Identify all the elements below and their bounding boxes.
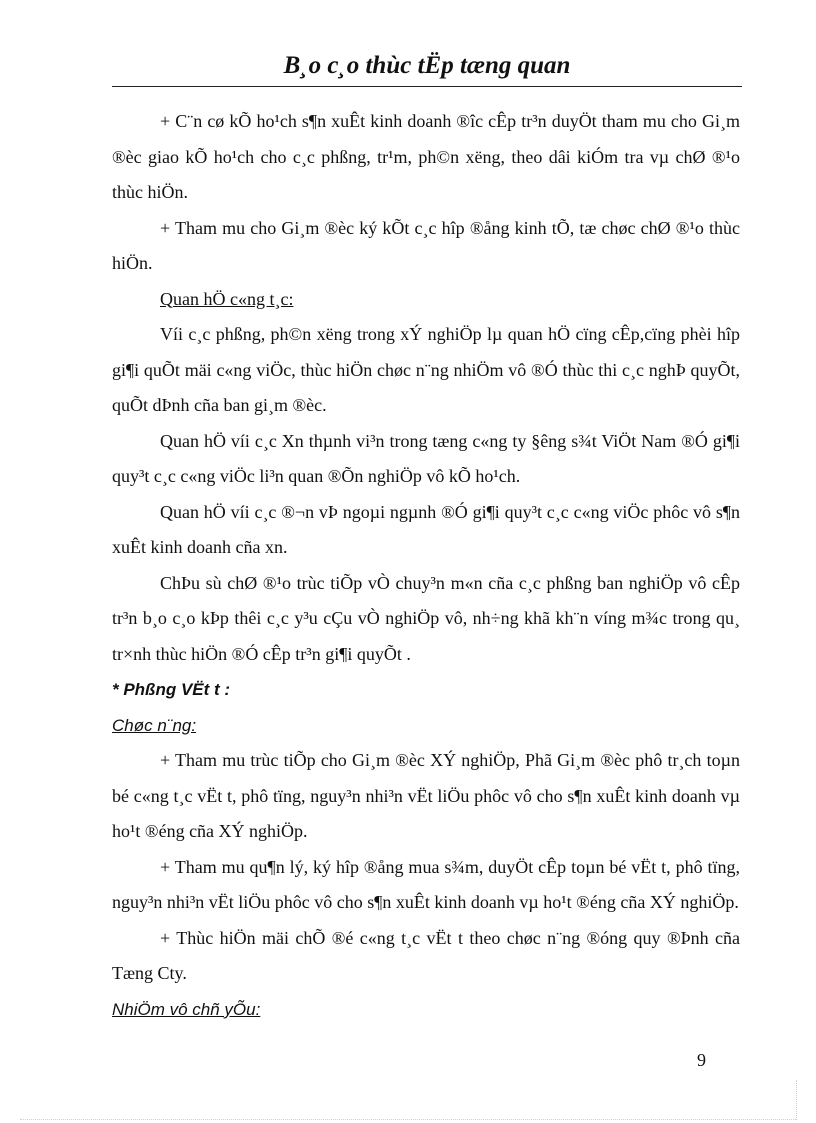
paragraph-contract-advice: + Tham mu cho Gi¸m ®èc ký kÕt c¸c hîp ®ång kinh tÕ, tæ chøc chØ ®¹o thùc hiÖn. [112, 217, 740, 273]
page-border-right [796, 1080, 797, 1120]
paragraph-direction: ChÞu sù chØ ®¹o trùc tiÕp vÒ chuy³n m«n cña c¸c phßng ban nghiÖp vô cÊp tr³n b¸o c¸o kÞp thêi c¸c y³u cÇu vÒ nghiÖp vô, nh÷ng khã kh¨n víng m¾c trong qu¸ tr×nh thùc hiÖn ®Ó cÊp tr³n gi¶i quyÕt . [112, 572, 740, 664]
subheading-function [112, 708, 740, 744]
page-border-bottom [20, 1119, 796, 1120]
paragraph-plan-basis: + C¨n cø kÕ ho¹ch s¶n xuÊt kinh doanh ®îc cÊp tr³n duyÖt tham mu cho Gi¸m ®èc giao kÕ ho¹ch cho c¸c phßng, tr¹m, ph©n xëng, theo dâi kiÓm tra vµ chØ ®¹o thùc hiÖn. [112, 111, 740, 202]
page-header-title: B¸o c¸o thùc tËp tæng quan [283, 52, 571, 79]
subheading-main-tasks-label: NhiÖm vô chñ yÕu: [112, 999, 261, 1019]
subheading-function-label: Chøc n¨ng: [112, 715, 197, 735]
paragraph-function-1: + Tham mu trùc tiÕp cho Gi¸m ®èc XÝ nghiÖp, Phã Gi¸m ®èc phô tr¸ch toµn bé c«ng t¸c vËt t, phô tïng, nguy³n nhi³n vËt liÖu phôc vô cho s¶n xuÊt kinh doanh vµ ho¹t ®éng cña XÝ nghiÖp. [112, 750, 740, 841]
section-title-materials: * Phßng VËt t : [112, 680, 231, 699]
paragraph-relations-departments: Víi c¸c phßng, ph©n xëng trong xÝ nghiÖp lµ quan hÖ cïng cÊp,cïng phèi hîp gi¶i quÕt mäi c«ng viÖc, thùc hiÖn chøc n¨ng nhiÖm vô ®Ó thùc thi c¸c nghÞ quyÕt, quÕt dÞnh cña ban gi¸m ®èc. [112, 324, 740, 415]
paragraph-function-2: + Tham mu qu¶n lý, ký hîp ®ång mua s¾m, duyÖt cÊp toµn bé vËt t, phô tïng, nguy³n nhi³n vËt liÖu phôc vô cho s¶n xuÊt kinh doanh vµ ho¹t ®éng cña XÝ nghiÖp. [112, 856, 740, 912]
page-number: 9 [697, 1050, 706, 1070]
paragraph-relations-external: Quan hÖ víi c¸c ®¬n vÞ ngoµi ngµnh ®Ó gi¶i quy³t c¸c c«ng viÖc phôc vô s¶n xuÊt kinh doanh cña xn. [112, 501, 740, 557]
header-rule [112, 86, 742, 87]
paragraph-relations-member-units: Quan hÖ víi c¸c Xn thµnh vi³n trong tæng c«ng ty §êng s¾t ViÖt Nam ®Ó gi¶i quy³t c¸c c«ng viÖc li³n quan ®Õn nghiÖp vô kÕ ho¹ch. [112, 430, 740, 486]
paragraph-function-3: + Thùc hiÖn mäi chÕ ®é c«ng t¸c vËt t theo chøc n¨ng ®óng quy ®Þnh cña Tæng Cty. [112, 927, 740, 983]
heading-work-relations: Quan hÖ c«ng t¸c: [160, 288, 294, 309]
document-body [112, 104, 740, 1027]
subheading-main-tasks [112, 992, 740, 1028]
